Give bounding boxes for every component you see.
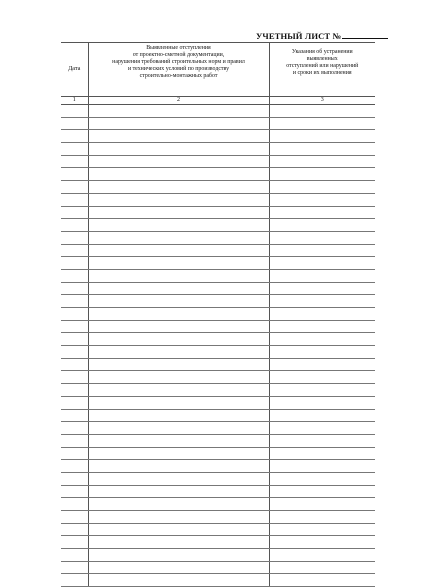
- table-row: [61, 308, 375, 321]
- date-cell[interactable]: [61, 561, 88, 574]
- table-row: [61, 346, 375, 359]
- date-cell[interactable]: [61, 346, 88, 359]
- deviation-cell[interactable]: [88, 396, 269, 409]
- instruction-cell[interactable]: [269, 130, 375, 143]
- date-cell[interactable]: [61, 155, 88, 168]
- deviation-cell[interactable]: [88, 460, 269, 473]
- date-cell[interactable]: [61, 320, 88, 333]
- table-row: [61, 549, 375, 562]
- header-row: [61, 43, 375, 97]
- table-row: [61, 105, 375, 118]
- header-date: [61, 43, 88, 97]
- deviation-cell[interactable]: [88, 143, 269, 156]
- table-row: [61, 206, 375, 219]
- register-body: [61, 105, 375, 587]
- header-instructions-line: выявленных: [306, 55, 338, 62]
- deviation-cell[interactable]: [88, 282, 269, 295]
- date-cell[interactable]: [61, 472, 88, 485]
- table-row: [61, 485, 375, 498]
- deviation-cell[interactable]: [88, 206, 269, 219]
- deviation-cell[interactable]: [88, 485, 269, 498]
- deviation-cell[interactable]: [88, 168, 269, 181]
- deviation-cell[interactable]: [88, 409, 269, 422]
- table-row: [61, 358, 375, 371]
- date-cell[interactable]: [61, 574, 88, 587]
- header-deviations-line: строительно-монтажных работ: [139, 72, 218, 79]
- table-row: [61, 231, 375, 244]
- header-deviations-line: и технических условий по производству: [127, 65, 230, 72]
- instruction-cell[interactable]: [269, 269, 375, 282]
- instruction-cell[interactable]: [269, 143, 375, 156]
- table-row: [61, 295, 375, 308]
- deviation-cell[interactable]: [88, 523, 269, 536]
- date-cell[interactable]: [61, 485, 88, 498]
- instruction-cell[interactable]: [269, 346, 375, 359]
- date-cell[interactable]: [61, 549, 88, 562]
- date-cell[interactable]: [61, 447, 88, 460]
- instruction-cell[interactable]: [269, 295, 375, 308]
- header-instructions: [269, 43, 375, 97]
- date-cell[interactable]: [61, 244, 88, 257]
- table-row: [61, 244, 375, 257]
- date-cell[interactable]: [61, 181, 88, 194]
- instruction-cell[interactable]: [269, 409, 375, 422]
- deviation-cell[interactable]: [88, 574, 269, 587]
- table-row: [61, 168, 375, 181]
- deviation-cell[interactable]: [88, 472, 269, 485]
- table-row: [61, 447, 375, 460]
- date-cell[interactable]: [61, 295, 88, 308]
- deviation-cell[interactable]: [88, 295, 269, 308]
- instruction-cell[interactable]: [269, 193, 375, 206]
- register-table-container: [61, 42, 375, 587]
- instruction-cell[interactable]: [269, 472, 375, 485]
- date-cell[interactable]: [61, 117, 88, 130]
- date-cell[interactable]: [61, 498, 88, 511]
- instruction-cell[interactable]: [269, 358, 375, 371]
- table-row: [61, 193, 375, 206]
- instruction-cell[interactable]: [269, 460, 375, 473]
- table-row: [61, 257, 375, 270]
- table-row: [61, 181, 375, 194]
- instruction-cell[interactable]: [269, 155, 375, 168]
- table-row: [61, 269, 375, 282]
- date-cell[interactable]: [61, 269, 88, 282]
- deviation-cell[interactable]: [88, 257, 269, 270]
- date-cell[interactable]: [61, 396, 88, 409]
- table-row: [61, 434, 375, 447]
- sheet-number-blank[interactable]: [342, 30, 388, 39]
- date-cell[interactable]: [61, 105, 88, 118]
- register-table: [61, 42, 375, 587]
- date-cell[interactable]: [61, 193, 88, 206]
- instruction-cell[interactable]: [269, 282, 375, 295]
- table-row: [61, 460, 375, 473]
- deviation-cell[interactable]: [88, 320, 269, 333]
- header-deviations-line: от проектно-сметной документации,: [132, 51, 225, 58]
- deviation-cell[interactable]: [88, 434, 269, 447]
- instruction-cell[interactable]: [269, 206, 375, 219]
- deviation-cell[interactable]: [88, 358, 269, 371]
- table-row: [61, 396, 375, 409]
- table-row: [61, 561, 375, 574]
- header-instructions-line: Указания об устранении: [291, 49, 353, 55]
- header-date-text: Дата: [68, 65, 81, 73]
- instruction-cell[interactable]: [269, 561, 375, 574]
- table-row: [61, 155, 375, 168]
- instruction-cell[interactable]: [269, 549, 375, 562]
- instruction-cell[interactable]: [269, 168, 375, 181]
- deviation-cell[interactable]: [88, 561, 269, 574]
- deviation-cell[interactable]: [88, 308, 269, 321]
- deviation-cell[interactable]: [88, 105, 269, 118]
- date-cell[interactable]: [61, 130, 88, 143]
- instruction-cell[interactable]: [269, 308, 375, 321]
- instruction-cell[interactable]: [269, 574, 375, 587]
- deviation-cell[interactable]: [88, 117, 269, 130]
- date-cell[interactable]: [61, 511, 88, 524]
- deviation-cell[interactable]: [88, 181, 269, 194]
- date-cell[interactable]: [61, 282, 88, 295]
- deviation-cell[interactable]: [88, 549, 269, 562]
- instruction-cell[interactable]: [269, 244, 375, 257]
- instruction-cell[interactable]: [269, 422, 375, 435]
- date-cell[interactable]: [61, 536, 88, 549]
- table-row: [61, 536, 375, 549]
- column-number-3: 3: [269, 97, 375, 105]
- header-deviations-line: Выявленные отступления: [146, 45, 211, 51]
- date-cell[interactable]: [61, 384, 88, 397]
- table-row: [61, 143, 375, 156]
- date-cell[interactable]: [61, 333, 88, 346]
- table-row: [61, 384, 375, 397]
- table-row: [61, 409, 375, 422]
- instruction-cell[interactable]: [269, 447, 375, 460]
- table-row: [61, 371, 375, 384]
- deviation-cell[interactable]: [88, 193, 269, 206]
- column-number-1: 1: [61, 97, 88, 105]
- table-row: [61, 282, 375, 295]
- instruction-cell[interactable]: [269, 219, 375, 232]
- table-row: [61, 219, 375, 232]
- table-row: [61, 523, 375, 536]
- date-cell[interactable]: [61, 206, 88, 219]
- date-cell[interactable]: [61, 358, 88, 371]
- table-row: [61, 422, 375, 435]
- deviation-cell[interactable]: [88, 155, 269, 168]
- date-cell[interactable]: [61, 422, 88, 435]
- table-row: [61, 333, 375, 346]
- table-row: [61, 117, 375, 130]
- date-cell[interactable]: [61, 523, 88, 536]
- date-cell[interactable]: [61, 219, 88, 232]
- instruction-cell[interactable]: [269, 384, 375, 397]
- deviation-cell[interactable]: [88, 333, 269, 346]
- deviation-cell[interactable]: [88, 422, 269, 435]
- table-row: [61, 498, 375, 511]
- instruction-cell[interactable]: [269, 333, 375, 346]
- sheet-title-text: УЧЕТНЫЙ ЛИСТ №: [256, 31, 342, 41]
- deviation-cell[interactable]: [88, 231, 269, 244]
- deviation-cell[interactable]: [88, 384, 269, 397]
- instruction-cell[interactable]: [269, 257, 375, 270]
- deviation-cell[interactable]: [88, 219, 269, 232]
- deviation-cell[interactable]: [88, 346, 269, 359]
- date-cell[interactable]: [61, 371, 88, 384]
- instruction-cell[interactable]: [269, 536, 375, 549]
- instruction-cell[interactable]: [269, 485, 375, 498]
- date-cell[interactable]: [61, 409, 88, 422]
- header-instructions-line: и сроки их выполнения: [292, 69, 352, 76]
- instruction-cell[interactable]: [269, 231, 375, 244]
- table-row: [61, 320, 375, 333]
- deviation-cell[interactable]: [88, 498, 269, 511]
- deviation-cell[interactable]: [88, 511, 269, 524]
- date-cell[interactable]: [61, 434, 88, 447]
- instruction-cell[interactable]: [269, 523, 375, 536]
- table-row: [61, 472, 375, 485]
- header-instructions-line: отступлений или нарушений: [286, 62, 359, 69]
- instruction-cell[interactable]: [269, 105, 375, 118]
- table-row: [61, 574, 375, 587]
- instruction-cell[interactable]: [269, 371, 375, 384]
- instruction-cell[interactable]: [269, 117, 375, 130]
- date-cell[interactable]: [61, 460, 88, 473]
- table-row: [61, 130, 375, 143]
- instruction-cell[interactable]: [269, 498, 375, 511]
- header-deviations: [88, 43, 269, 97]
- date-cell[interactable]: [61, 143, 88, 156]
- instruction-cell[interactable]: [269, 434, 375, 447]
- deviation-cell[interactable]: [88, 447, 269, 460]
- date-cell[interactable]: [61, 231, 88, 244]
- deviation-cell[interactable]: [88, 371, 269, 384]
- column-number-2: 2: [88, 97, 269, 105]
- sheet-title: [256, 30, 388, 41]
- deviation-cell[interactable]: [88, 536, 269, 549]
- deviation-cell[interactable]: [88, 130, 269, 143]
- table-row: [61, 511, 375, 524]
- date-cell[interactable]: [61, 257, 88, 270]
- header-deviations-line: нарушения требований строительных норм и правил: [112, 58, 245, 65]
- column-number-row: [61, 97, 375, 105]
- instruction-cell[interactable]: [269, 320, 375, 333]
- date-cell[interactable]: [61, 168, 88, 181]
- instruction-cell[interactable]: [269, 181, 375, 194]
- deviation-cell[interactable]: [88, 244, 269, 257]
- instruction-cell[interactable]: [269, 511, 375, 524]
- date-cell[interactable]: [61, 308, 88, 321]
- deviation-cell[interactable]: [88, 269, 269, 282]
- instruction-cell[interactable]: [269, 396, 375, 409]
